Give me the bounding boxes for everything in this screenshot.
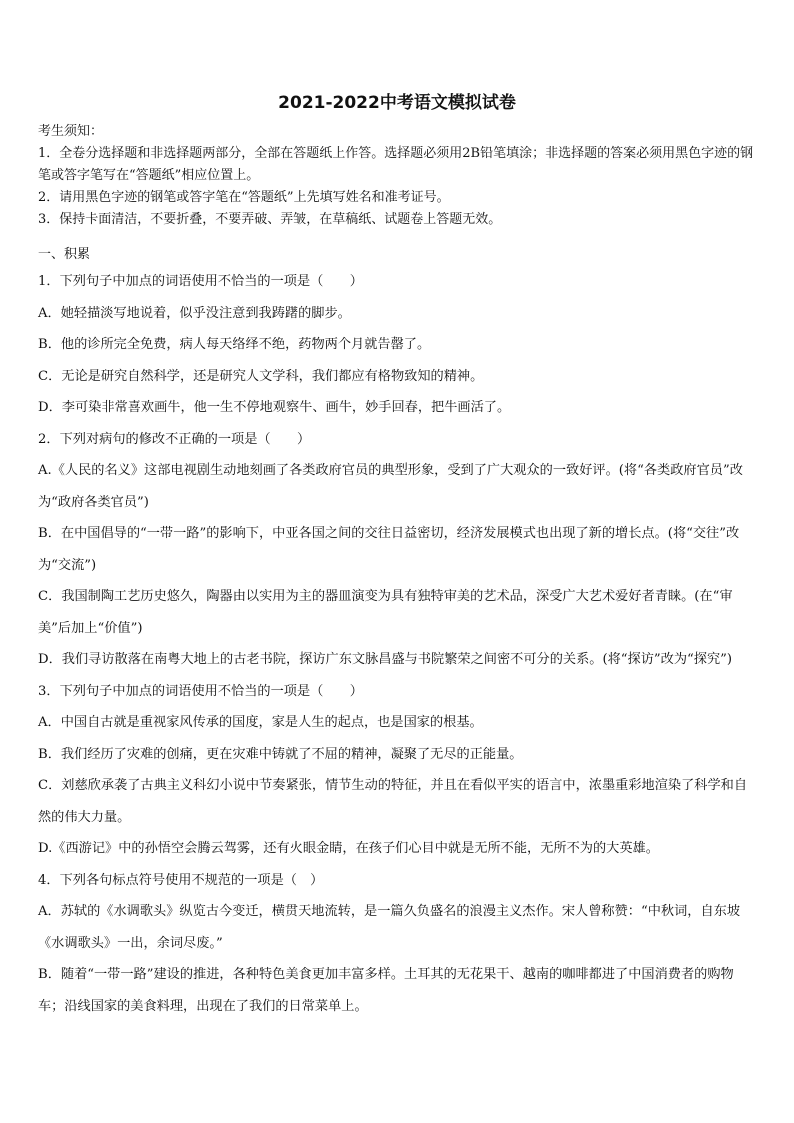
option-line: D.《西游记》中的孙悟空会腾云驾雾，还有火眼金睛，在孩子们心目中就是无所不能，无所不为的大英雄。	[38, 841, 659, 856]
question-stem: 4．下列各句标点符号使用不规范的一项是（ ）	[38, 872, 324, 888]
option-line: A．中国自古就是重视家风传承的国度，家是人生的起点，也是国家的根基。	[38, 715, 483, 730]
option-line: C．无论是研究自然科学，还是研究人文学科，我们都应有格物致知的精神。	[38, 368, 484, 384]
question-stem: 3．下列句子中加点的词语使用不恰当的一项是（ ）	[38, 683, 363, 699]
notice-heading: 考生须知：	[38, 124, 104, 139]
option-line: A．苏轼的《水调歌头》纵览古今变迁，横贯天地流转，是一篇久负盛名的浪漫主义杰作。宋人曾称赞：“中秋词，自东坡《水调歌头》一出，余词尽废。”	[38, 904, 741, 951]
notice-item: 1．全卷分选择题和非选择题两部分，全部在答题纸上作答。选择题必须用2B铅笔填涂；非选择题的答案必须用黑色字迹的钢笔或答字笔写在“答题纸”相应位置上。	[38, 146, 754, 183]
exam-title: 2021-2022中考语文模拟试卷	[278, 93, 516, 113]
option-line: A.《人民的名义》这部电视剧生动地刻画了各类政府官员的典型形象，受到了广大观众的一致好评。(将“各类政府官员”改为“政府各类官员”)	[38, 463, 743, 510]
option-line: A．她轻描淡写地说着，似乎没注意到我踌躇的脚步。	[38, 305, 351, 321]
option-line: D．李可染非常喜欢画牛，他一生不停地观察牛、画牛，妙手回春，把牛画活了。	[38, 400, 511, 415]
question-stem: 2．下列对病句的修改不正确的一项是（ ）	[38, 431, 311, 447]
option-line: B．我们经历了灾难的创痛，更在灾难中铸就了不屈的精神，凝聚了无尽的正能量。	[38, 746, 523, 762]
option-line: B．随着“一带一路”建设的推进，各种特色美食更加丰富多样。土耳其的无花果干、越南的咖啡都进了中国消费者的购物车；沿线国家的美食料理，出现在了我们的日常菜单上。	[38, 967, 734, 1014]
notice-item: 3．保持卡面清洁，不要折叠，不要弄破、弄皱，在草稿纸、试题卷上答题无效。	[38, 212, 502, 227]
question-stem: 1．下列句子中加点的词语使用不恰当的一项是（ ）	[38, 274, 363, 289]
option-line: B．他的诊所完全免费，病人每天络绎不绝，药物两个月就告罄了。	[38, 337, 431, 352]
option-line: B．在中国倡导的“一带一路”的影响下，中亚各国之间的交往日益密切，经济发展模式也出现了新的增长点。(将“交往”改为“交流”)	[38, 526, 740, 573]
section-heading: 一、积累	[38, 247, 91, 262]
option-line: D．我们寻访散落在南粤大地上的古老书院，探访广东文脉昌盛与书院繁荣之间密不可分的关系。(将“探访”改为“探究”)	[38, 652, 733, 667]
option-line: C．刘慈欣承袭了古典主义科幻小说中节奏紧张，情节生动的特征，并且在看似平实的语言中，浓墨重彩地渲染了科学和自然的伟大力量。	[38, 778, 748, 825]
notice-item: 2．请用黑色字迹的钢笔或答字笔在“答题纸”上先填写姓名和准考证号。	[38, 190, 450, 205]
questions	[38, 266, 760, 1022]
candidate-notice	[38, 121, 760, 231]
option-line: C．我国制陶工艺历史悠久，陶器由以实用为主的器皿演变为具有独特审美的艺术品，深受广大艺术爱好者青睐。(在“审美”后加上“价值”)	[38, 589, 733, 636]
